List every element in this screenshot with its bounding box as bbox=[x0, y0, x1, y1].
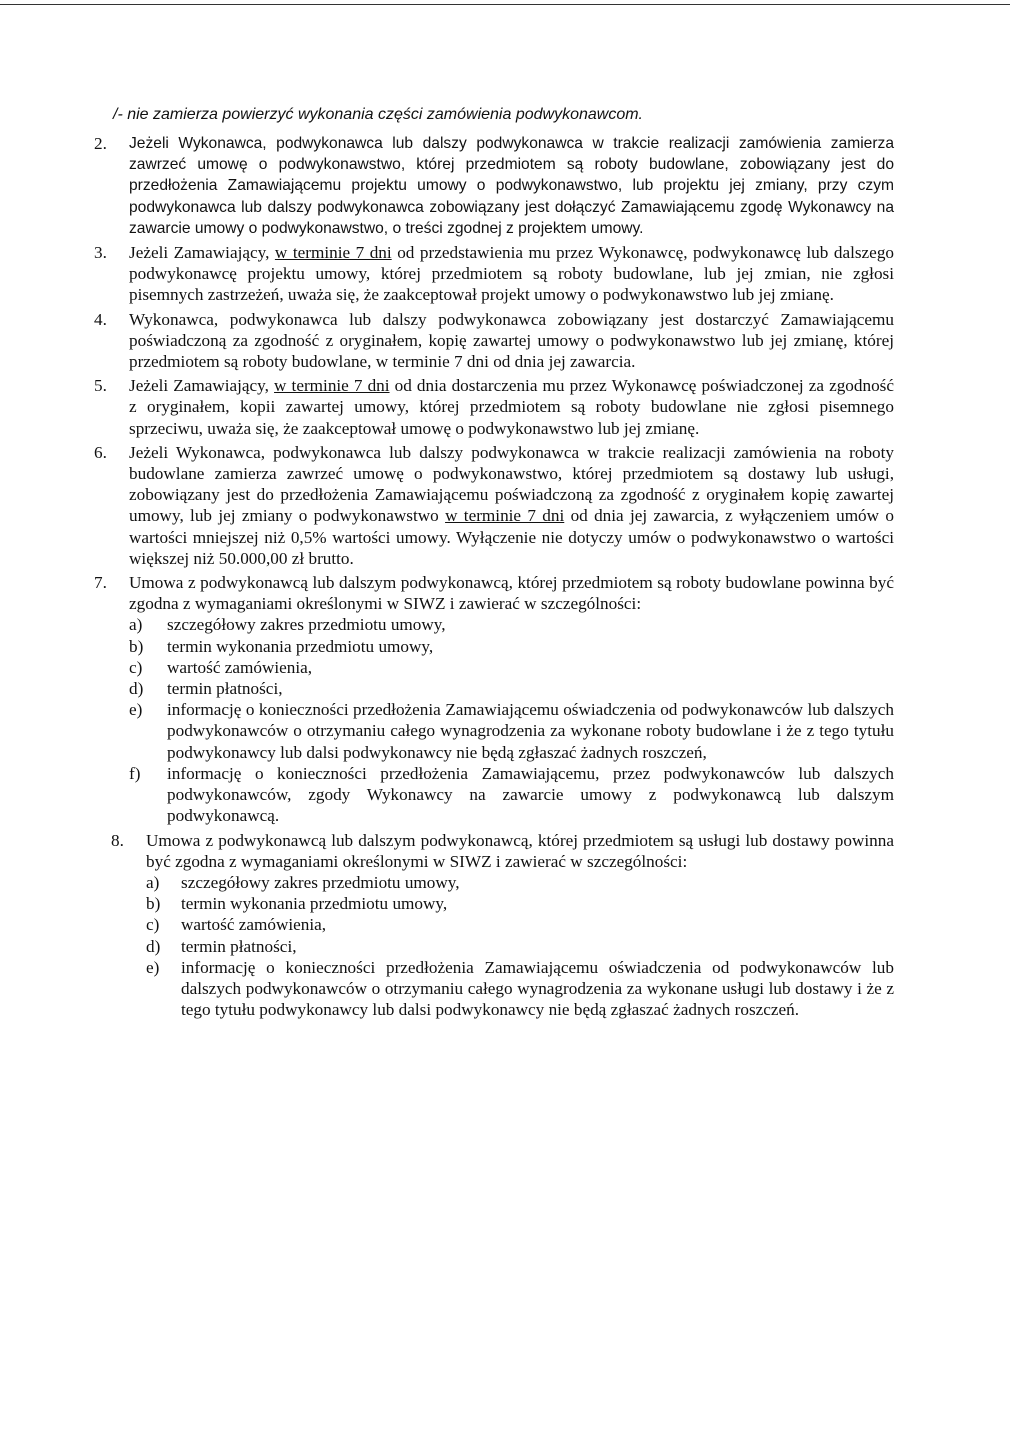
clause-4 bbox=[94, 309, 894, 373]
clause-text-post: od przedstawienia mu przez Wykonawcę, podwykonawcę lub dalszego podwykonawcę projektu umowy, której przedmiotem są roboty budowlane, lub jej zmian, nie zgłosi pisemnych zastrzeżeń, uważa się, że zaakceptował projekt umowy o podwykonawstwo lub jej zmianę. bbox=[129, 243, 895, 305]
sub-item-letter: d) bbox=[129, 679, 144, 699]
sub-item bbox=[129, 678, 894, 699]
sub-item-letter: e) bbox=[129, 700, 143, 720]
clause-number: 6. bbox=[94, 442, 107, 462]
sub-item-text: informację o konieczności przedłożenia Zamawiającemu oświadczenia od podwykonawców lub dalszych podwykonawców o otrzymaniu całego wynagrodzenia za wykonane roboty budowlane i że z tego tytułu podwykonawcy lub dalsi podwykonawcy nie będą zgłaszać żadnych roszczeń, bbox=[167, 700, 894, 762]
deadline-underlined: w terminie 7 dni bbox=[274, 376, 390, 396]
sub-item-text: termin wykonania przedmiotu umowy, bbox=[181, 894, 448, 914]
top-rule bbox=[0, 4, 1010, 5]
sub-item-text: informację o konieczności przedłożenia Zamawiającemu, przez podwykonawców lub dalszych podwykonawców, zgody Wykonawcy na zawarcie umowy z podwykonawcą lub dalszym podwykonawcą. bbox=[167, 763, 894, 826]
sub-item-text: termin płatności, bbox=[181, 936, 297, 956]
sub-item-letter: a) bbox=[146, 872, 160, 892]
sub-item bbox=[146, 872, 894, 893]
clause-text: Umowa z podwykonawcą lub dalszym podwykonawcą, której przedmiotem są roboty budowlane powinna być zgodna z wymaganiami określonymi w SIWZ i zawierać w szczególności: bbox=[129, 573, 894, 614]
sub-item-text: termin płatności, bbox=[167, 679, 283, 699]
deadline-underlined: w terminie 7 dni bbox=[274, 243, 392, 263]
clause-text-pre: Jeżeli Zamawiający, bbox=[129, 243, 275, 263]
clause-7 bbox=[94, 572, 894, 826]
sub-item-letter: b) bbox=[146, 894, 161, 914]
sub-item-text: informację o konieczności przedłożenia Zamawiającemu oświadczenia od podwykonawców lub dalszych podwykonawców o otrzymaniu całego wynagrodzenia za wykonane usługi lub dostawy i że z tego tytułu podwykonawcy lub dalsi podwykonawcy nie będą zgłaszać żadnych roszczeń. bbox=[181, 957, 894, 1020]
sub-item bbox=[129, 614, 894, 635]
sub-item-text: wartość zamówienia, bbox=[167, 657, 313, 677]
sub-item bbox=[146, 957, 894, 1021]
clause-text: Wykonawca, podwykonawca lub dalszy podwykonawca zobowiązany jest dostarczyć Zamawiającemu poświadczoną za zgodność z oryginałem, kopię zawartej umowy o podwykonawstwo lub jej zmianę, której przedmiotem są roboty budowlane, w terminie 7 dni od dnia jej zawarcia. bbox=[129, 309, 894, 372]
sub-item bbox=[129, 763, 894, 827]
clause-text-post: od dnia jej zawarcia, z wyłączeniem umów o wartości mniejszej niż 0,5% wartości umowy. Wyłączenie nie dotyczy umów o podwykonawstwo o wartości większej niż 50.000,00 zł brutto. bbox=[129, 506, 894, 568]
clause-text bbox=[129, 442, 894, 569]
clause-number: 8. bbox=[111, 830, 124, 850]
clause-text-pre: Jeżeli Wykonawca, podwykonawca lub dalszy podwykonawca w trakcie realizacji zamówienia na roboty budowlane zamierza zawrzeć umowę o podwykonawstwo, której przedmiotem są dostawy lub usługi, zobowiązany jest do przedłożenia Zamawiającemu poświadczoną za zgodność z oryginałem kopię zawartej umowy, lub jej zmiany o podwykonawstwo bbox=[129, 442, 894, 526]
sub-item bbox=[146, 936, 894, 957]
clause-number: 3. bbox=[94, 243, 107, 263]
clause-number: 5. bbox=[94, 376, 107, 396]
sub-item-text: wartość zamówienia, bbox=[181, 915, 327, 935]
sub-item-letter: a) bbox=[129, 615, 143, 635]
intro-line: /- nie zamierza powierzyć wykonania części zamówienia podwykonawcom. bbox=[113, 106, 643, 123]
sub-item-letter: d) bbox=[146, 936, 161, 956]
clause-text-pre: Jeżeli Zamawiający, bbox=[129, 376, 275, 396]
sub-item-text: termin wykonania przedmiotu umowy, bbox=[167, 636, 434, 656]
sub-item-text: szczegółowy zakres przedmiotu umowy, bbox=[167, 615, 446, 635]
sub-item-letter: c) bbox=[129, 657, 143, 677]
sub-item-letter: c) bbox=[146, 915, 160, 935]
clause-number: 4. bbox=[94, 309, 107, 329]
clause-6 bbox=[94, 442, 894, 569]
clause-8 bbox=[111, 830, 894, 1021]
sub-item bbox=[146, 893, 894, 914]
clause-text: Jeżeli Wykonawca, podwykonawca lub dalszy podwykonawca w trakcie realizacji zamówienia zamierza zawrzeć umowę o podwykonawstwo, której przedmiotem są roboty budowlane, zobowiązany jest do przedłożenia Zamawiającemu projektu umowy o podwykonawstwo, lub projektu jej zmiany, przy czym podwykonawca lub dalszy podwykonawca zobowiązany jest dołączyć Zamawiającemu zgodę Wykonawcy na zawarcie umowy o podwykonawstwo, o treści zgodnej z projektem umowy. bbox=[129, 135, 894, 237]
sub-item-letter: f) bbox=[129, 763, 141, 783]
deadline-underlined: w terminie 7 dni bbox=[445, 506, 565, 526]
clause-number: 2. bbox=[94, 134, 107, 153]
sub-item-letter: b) bbox=[129, 636, 144, 656]
clause-3 bbox=[94, 242, 894, 306]
clause-number: 7. bbox=[94, 573, 107, 593]
sub-item-letter: e) bbox=[146, 957, 160, 977]
clause-text bbox=[129, 242, 894, 306]
clause-text bbox=[129, 375, 894, 439]
sub-item bbox=[129, 636, 894, 657]
sub-item bbox=[129, 699, 894, 763]
sub-item bbox=[146, 914, 894, 935]
clause-text-post: od dnia dostarczenia mu przez Wykonawcę poświadczonej za zgodność z oryginałem, kopii zawartej umowy, której przedmiotem są roboty budowlane nie zgłosi pisemnego sprzeciwu, uważa się, że zaakceptował umowę o podwykonawstwo lub jej zmianę. bbox=[129, 376, 894, 438]
clause-5 bbox=[94, 375, 894, 439]
document-body bbox=[94, 105, 894, 1023]
clause-text: Umowa z podwykonawcą lub dalszym podwykonawcą, której przedmiotem są usługi lub dostawy powinna być zgodna z wymaganiami określonymi w SIWZ i zawierać w szczególności: bbox=[146, 830, 894, 871]
clause-2 bbox=[94, 133, 894, 239]
sub-item-text: szczegółowy zakres przedmiotu umowy, bbox=[181, 872, 460, 892]
sub-item bbox=[129, 657, 894, 678]
